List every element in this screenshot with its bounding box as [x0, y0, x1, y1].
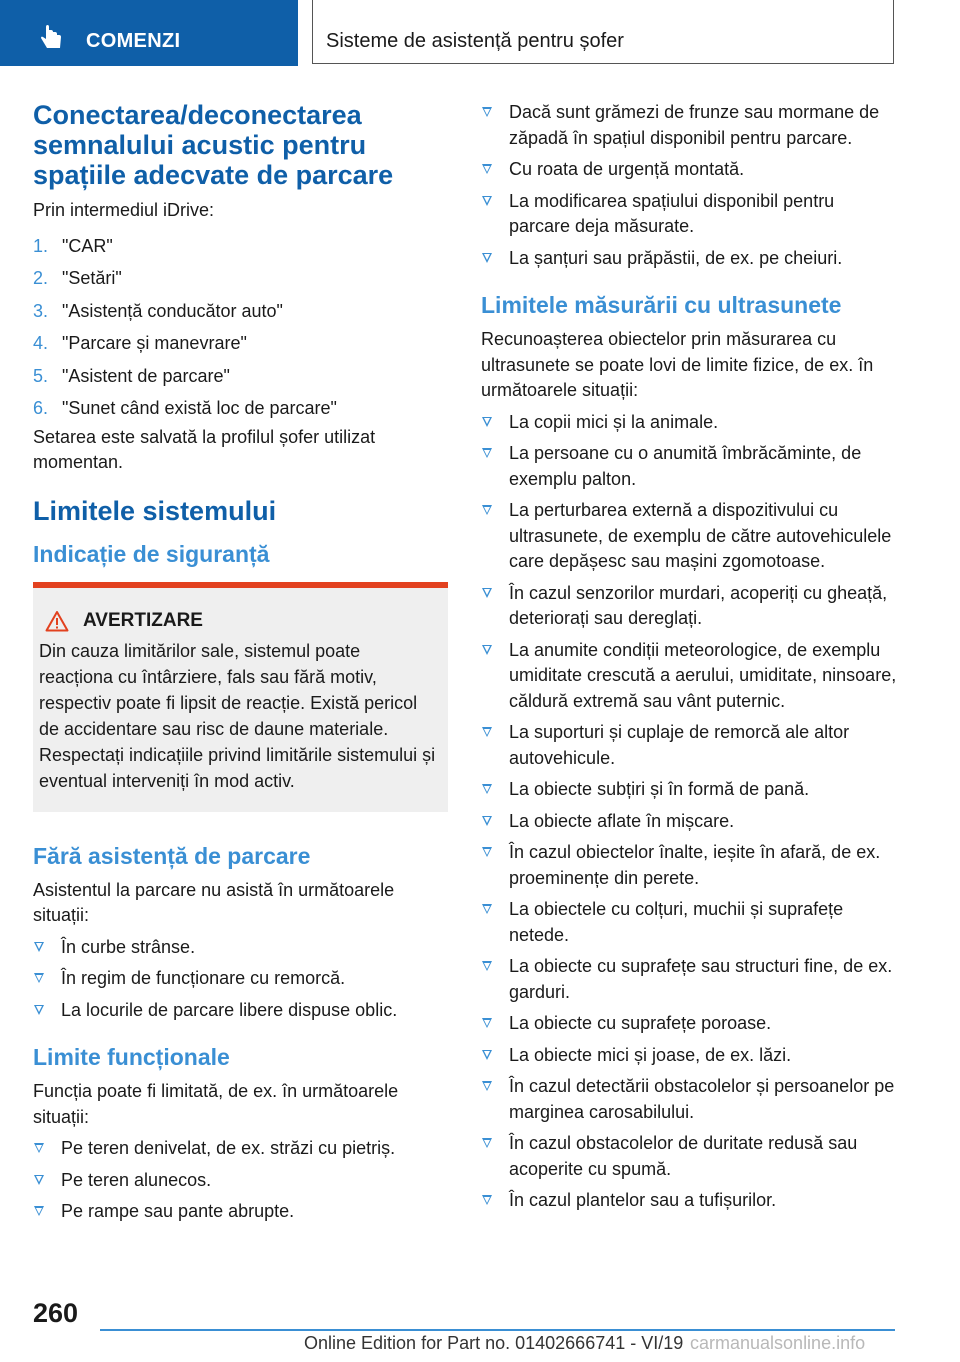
func-limits-list-cont: [481, 100, 897, 271]
list-item: În cazul obstacolelor de duritate redusă sau acoperite cu spumă.: [481, 1131, 897, 1182]
triangle-bullet-icon: [482, 588, 492, 598]
ultrasound-list: [481, 410, 897, 1214]
list-item: 5. "Asistent de parcare": [33, 365, 230, 386]
triangle-bullet-icon: [482, 904, 492, 914]
list-item: La obiecte subțiri și în formă de pană.: [481, 777, 897, 803]
func-intro: Funcția poate fi limitată, de ex. în următoarele situații:: [33, 1081, 399, 1127]
func-limits-list: [33, 1136, 448, 1225]
triangle-bullet-icon: [34, 973, 44, 983]
list-item: 2. "Setări": [33, 268, 122, 288]
list-item: La persoane cu o anumită îmbrăcăminte, de exemplu palton.: [481, 441, 897, 492]
triangle-bullet-icon: [482, 417, 492, 427]
triangle-bullet-icon: [34, 942, 44, 952]
list-item: În curbe strânse.: [33, 935, 448, 961]
no-assist-intro: Asistentul la parcare nu asistă în următoarele situații:: [33, 879, 395, 925]
list-item: 4. "Parcare și manevrare": [33, 333, 247, 353]
triangle-bullet-icon: [482, 505, 492, 515]
list-item: În regim de funcționare cu remorcă.: [33, 966, 448, 992]
watermark: carmanualsonline.info: [690, 1333, 866, 1353]
list-item: La copii mici și la animale.: [481, 410, 897, 436]
list-item: La obiecte aflate în mișcare.: [481, 809, 897, 835]
heading-func-limits: Limite funcționale: [33, 1044, 230, 1070]
triangle-bullet-icon: [482, 1081, 492, 1091]
section-tab[interactable]: [0, 0, 298, 66]
chapter-title: Sisteme de asistență pentru șofer: [326, 30, 624, 52]
list-item: Pe rampe sau pante abrupte.: [33, 1199, 448, 1225]
triangle-bullet-icon: [482, 107, 492, 117]
triangle-bullet-icon: [482, 196, 492, 206]
list-item: Dacă sunt grămezi de frunze sau mormane de zăpadă în spațiul disponibil pentru parcare.: [481, 100, 897, 151]
list-item: 1. "CAR": [33, 235, 113, 256]
warning-box: [33, 582, 448, 812]
list-item: Cu roata de urgență montată.: [481, 157, 897, 183]
triangle-bullet-icon: [482, 847, 492, 857]
saved-note: Setarea este salvată la profilul șofer utilizat momentan.: [33, 426, 376, 472]
triangle-bullet-icon: [482, 164, 492, 174]
idrive-steps: [33, 234, 448, 422]
ultrasound-intro: Recunoașterea obiectelor prin măsurarea cu ultrasunete se poate lovi de limite fizice, de ex. în următoarele situații:: [481, 329, 874, 400]
triangle-bullet-icon: [482, 253, 492, 263]
edition-text: Online Edition for Part no. 01402666741 - VI/19: [304, 1333, 684, 1353]
warning-title: AVERTIZARE: [83, 609, 203, 631]
list-item: La perturbarea externă a dispozitivului cu ultrasunete, de exemplu de către autovehiculele care depășesc sau mașini zgomotoase.: [481, 498, 897, 575]
section-label: COMENZI: [86, 30, 181, 52]
triangle-bullet-icon: [482, 784, 492, 794]
list-item: La suporturi și cuplaje de remorcă ale altor autovehicule.: [481, 720, 897, 771]
list-item: În cazul senzorilor murdari, acoperiți cu gheață, deteriorați sau dereglați.: [481, 581, 897, 632]
heading-connect-signal: Conectarea/deconectarea semnalului acustic pentru spațiile adecvate de parcare: [33, 100, 394, 190]
page-number: 260: [33, 1298, 79, 1328]
left-column: [33, 100, 448, 1231]
right-column: [481, 100, 897, 1220]
triangle-bullet-icon: [34, 1175, 44, 1185]
list-item: În cazul plantelor sau a tufișurilor.: [481, 1188, 897, 1214]
list-item: La locurile de parcare libere dispuse oblic.: [33, 998, 448, 1024]
triangle-bullet-icon: [482, 448, 492, 458]
triangle-bullet-icon: [482, 816, 492, 826]
idrive-intro: Prin intermediul iDrive:: [33, 200, 215, 220]
list-item: La obiecte cu suprafețe poroase.: [481, 1011, 897, 1037]
list-item: La obiecte mici și joase, de ex. lăzi.: [481, 1043, 897, 1069]
triangle-bullet-icon: [482, 961, 492, 971]
hand-pointer-icon: [38, 24, 66, 52]
heading-system-limits: Limitele sistemului: [33, 495, 277, 526]
triangle-bullet-icon: [34, 1143, 44, 1153]
triangle-bullet-icon: [34, 1005, 44, 1015]
list-item: La obiecte cu suprafețe sau structuri fine, de ex. garduri.: [481, 954, 897, 1005]
list-item: La anumite condiții meteorologice, de exemplu umiditate crescută a aerului, umiditate, ninsoare, căldură extremă sau vânt puternic.: [481, 638, 897, 715]
footer-divider: [100, 1329, 895, 1331]
list-item: În cazul detectării obstacolelor și persoanelor pe marginea carosabilului.: [481, 1074, 897, 1125]
no-assist-list: [33, 935, 448, 1024]
chapter-header: [312, 0, 894, 64]
list-item: Pe teren alunecos.: [33, 1168, 448, 1194]
warning-triangle-icon: [45, 610, 69, 632]
triangle-bullet-icon: [482, 1138, 492, 1148]
triangle-bullet-icon: [482, 1195, 492, 1205]
triangle-bullet-icon: [482, 645, 492, 655]
list-item: La șanțuri sau prăpăstii, de ex. pe cheiuri.: [481, 246, 897, 272]
list-item: La obiectele cu colțuri, muchii și suprafețe netede.: [481, 897, 897, 948]
list-item: În cazul obiectelor înalte, ieșite în afară, de ex. proeminențe din perete.: [481, 840, 897, 891]
triangle-bullet-icon: [34, 1206, 44, 1216]
triangle-bullet-icon: [482, 727, 492, 737]
triangle-bullet-icon: [482, 1018, 492, 1028]
list-item: Pe teren denivelat, de ex. străzi cu pietriș.: [33, 1136, 448, 1162]
heading-ultrasound-limits: Limitele măsurării cu ultrasunete: [481, 292, 842, 318]
list-item: 6. "Sunet când există loc de parcare": [33, 398, 337, 418]
heading-safety-note: Indicație de siguranță: [33, 540, 270, 567]
heading-no-assist: Fără asistență de parcare: [33, 842, 311, 869]
list-item: La modificarea spațiului disponibil pentru parcare deja măsurate.: [481, 189, 897, 240]
triangle-bullet-icon: [482, 1050, 492, 1060]
warning-text: Din cauza limitărilor sale, sistemul poate reacționa cu întârziere, fals sau fără motiv, respectiv poate fi lipsit de reacție. Există pericol de accidentare sau risc de daune materiale. Respectați indicațiile privind limitările sistemului și eventual interveniți în mod activ.: [39, 640, 436, 791]
list-item: 3. "Asistență conducător auto": [33, 300, 283, 321]
